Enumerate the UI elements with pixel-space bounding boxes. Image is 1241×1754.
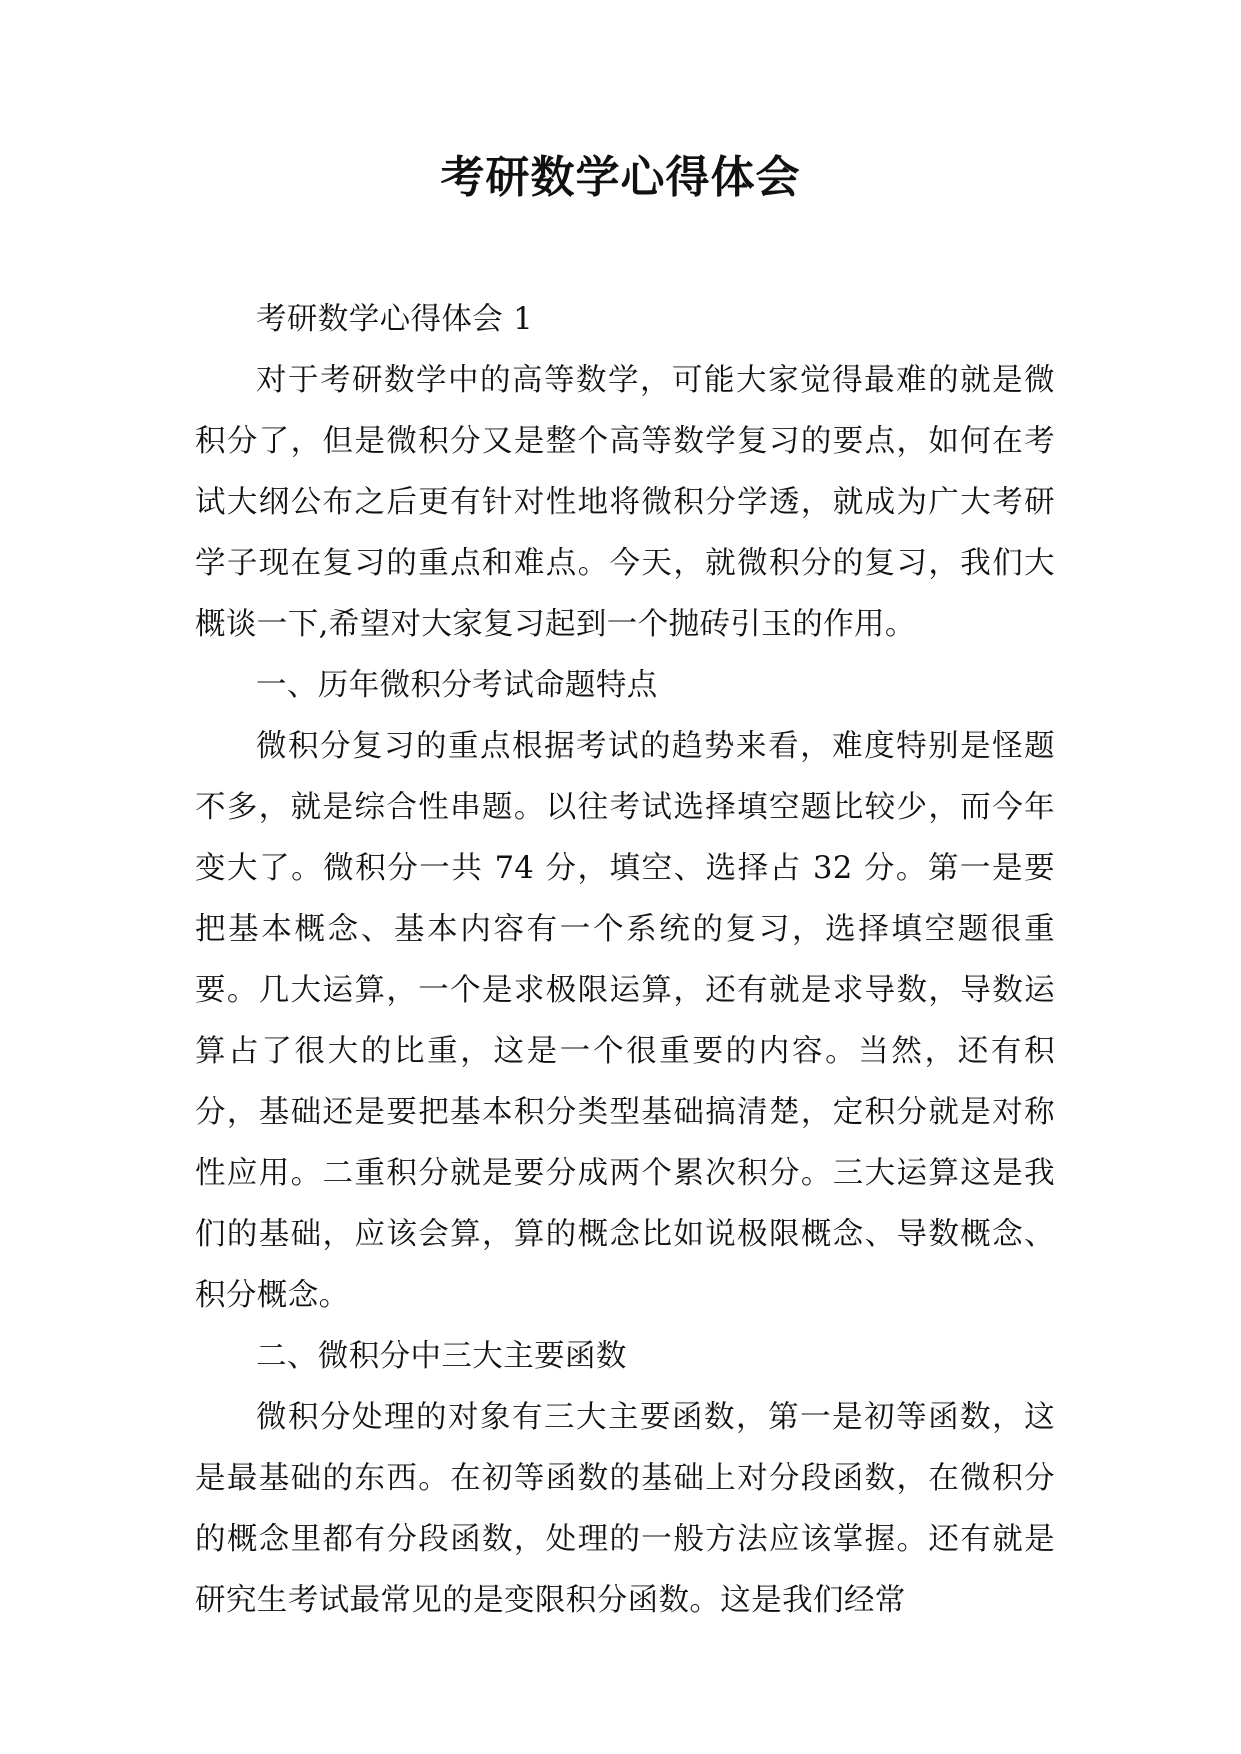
section-heading: 一、历年微积分考试命题特点: [256, 668, 658, 703]
section-heading: 二、微积分中三大主要函数: [256, 1339, 627, 1374]
section-subtitle: 考研数学心得体会 1: [256, 302, 534, 337]
body-paragraph: 微积分复习的重点根据考试的趋势来看，难度特别是怪题不多，就是综合性串题。以往考试选择填空题比较少，而今年变大了。微积分一共 74 分，填空、选择占 32 分。第一是要把基本概念、基本内容有一个系统的复习，选择填空题很重要。几大运算，一个是求极限运算，还有就是求导数，导数运算占了很大的比重，这是一个很重要的内容。当然，还有积分，基础还是要把基本积分类型基础搞清楚，定积分就是对称性应用。二重积分就是要分成两个累次积分。三大运算这是我们的基础，应该会算，算的概念比如说极限概念、导数概念、积分概念。: [195, 729, 1055, 1313]
body-paragraph: 微积分处理的对象有三大主要函数，第一是初等函数，这是最基础的东西。在初等函数的基础上对分段函数，在微积分的概念里都有分段函数，处理的一般方法应该掌握。还有就是研究生考试最常见的是变限积分函数。这是我们经常: [195, 1400, 1055, 1618]
document-body: [195, 289, 1055, 1631]
body-paragraph: 对于考研数学中的高等数学，可能大家觉得最难的就是微积分了，但是微积分又是整个高等数学复习的要点，如何在考试大纲公布之后更有针对性地将微积分学透，就成为广大考研学子现在复习的重点和难点。今天，就微积分的复习，我们大概谈一下,希望对大家复习起到一个抛砖引玉的作用。: [195, 363, 1055, 642]
document-title: 考研数学心得体会: [440, 152, 801, 203]
